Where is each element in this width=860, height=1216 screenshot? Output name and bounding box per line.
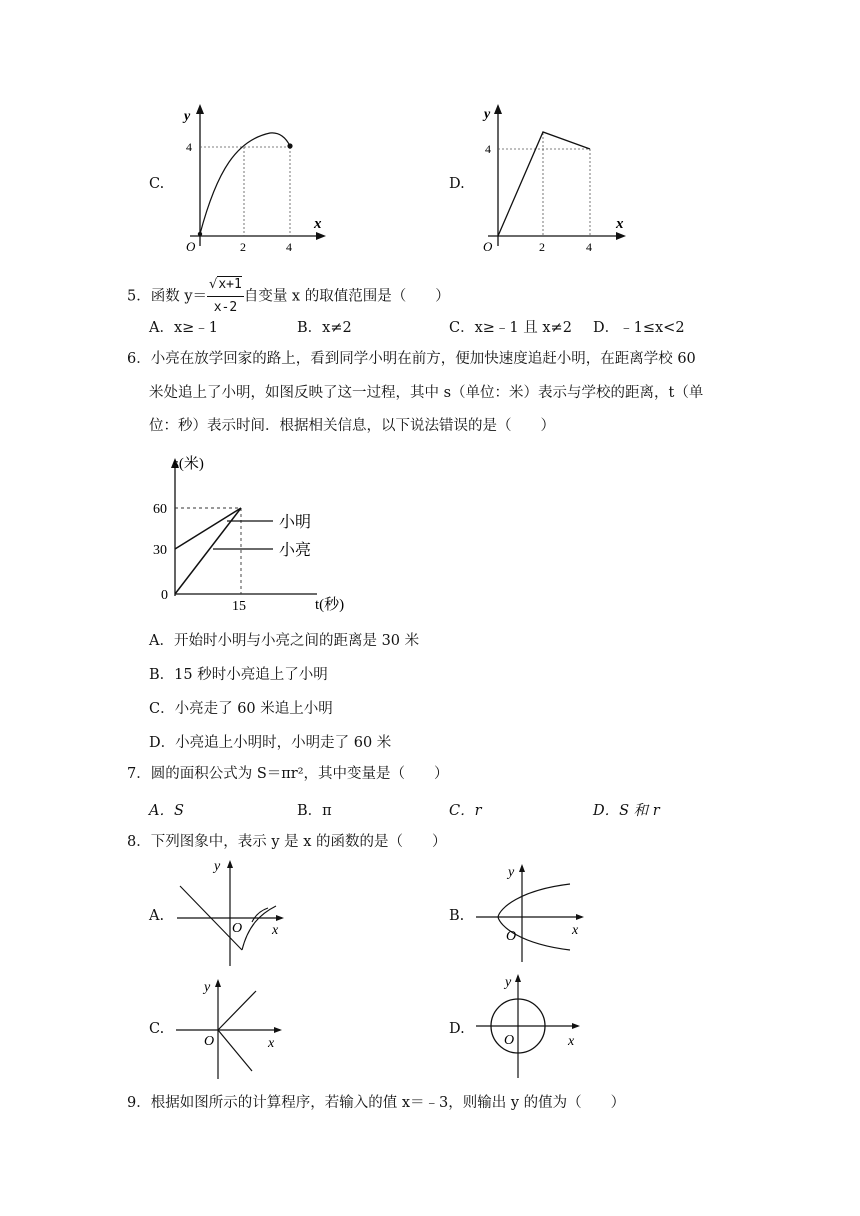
q7-option-d[interactable]: D．S 和 r <box>593 803 660 819</box>
q5-option-b[interactable]: B．x≠2 <box>297 320 352 336</box>
q7-option-b[interactable]: B．π <box>297 803 332 819</box>
y-axis-label: s(米) <box>173 456 204 472</box>
denominator: x-2 <box>213 300 238 315</box>
q5-option-c[interactable]: C．x≥﹣1 且 x≠2 <box>449 320 572 336</box>
x-axis-arrow-icon <box>316 232 326 240</box>
q8-option-c-label[interactable]: C. <box>149 1021 165 1037</box>
q7-option-a[interactable]: A．S <box>149 803 184 819</box>
q6-option-a[interactable]: A．开始时小明与小亮之间的距离是 30 米 <box>149 633 420 649</box>
q6-stem-line-2: 米处追上了小明，如图反映了这一过程，其中 s（单位：米）表示与学校的距离，t（单 <box>149 385 704 401</box>
x-axis-label: x <box>268 1036 275 1051</box>
y-axis-label: y <box>214 859 221 874</box>
x-axis-label: x <box>272 923 279 938</box>
y-tick-label: 0 <box>161 588 168 603</box>
x-axis-arrow-icon <box>616 232 626 240</box>
q5-suffix: 自变量 x 的取值范围是（ ） <box>243 288 450 305</box>
x-tick-label: 4 <box>586 240 592 254</box>
y-axis-arrow-icon <box>494 104 502 114</box>
x-tick-label: 2 <box>240 240 246 254</box>
q4-graph-d <box>470 100 635 260</box>
q5-prefix: 函数 y＝ <box>150 288 208 305</box>
q6-option-d[interactable]: D．小亮追上小明时，小明走了 60 米 <box>149 735 392 751</box>
q6-stem-line-3: 位：秒）表示时间．根据相关信息，以下说法错误的是（ ） <box>149 418 555 434</box>
origin-label: O <box>483 239 493 254</box>
q7-stem: 7．圆的面积公式为 S＝πr²，其中变量是（ ） <box>127 766 449 782</box>
y-axis-label: y <box>184 109 191 124</box>
q8-option-a-label[interactable]: A. <box>149 908 165 924</box>
origin-label: O <box>186 239 196 254</box>
q8-graph-c <box>172 975 292 1083</box>
q6-stem-line-1: 6．小亮在放学回家的路上，看到同学小明在前方，便加快速度追赶小明，在距离学校 60 <box>127 351 696 367</box>
y-tick-label: 4 <box>186 140 192 154</box>
q8-stem: 8．下列图象中，表示 y 是 x 的函数的是（ ） <box>127 834 447 850</box>
q5-option-d[interactable]: D．﹣1≤x<2 <box>593 320 685 336</box>
q6-distance-time-graph <box>145 448 370 616</box>
y-axis-arrow-icon <box>196 104 204 114</box>
q8-graph-b <box>470 860 590 965</box>
q8-option-b-label[interactable]: B. <box>449 908 465 924</box>
q5-stem <box>127 274 450 319</box>
origin-label: O <box>504 1033 515 1048</box>
y-axis-label: y <box>508 865 515 880</box>
q6-option-b[interactable]: B．15 秒时小亮追上了小明 <box>149 667 328 683</box>
x-axis-label: x <box>314 216 322 232</box>
question-number: 5． <box>127 288 151 305</box>
y-tick-label: 4 <box>485 142 491 156</box>
numerator: x+1 <box>218 277 242 292</box>
polyline <box>498 132 590 236</box>
series-label-xiaoming: 小明 <box>279 514 312 531</box>
q8-option-d-label[interactable]: D. <box>449 1021 465 1037</box>
y-axis-label: y <box>204 980 211 995</box>
curve <box>200 133 290 234</box>
origin-label: O <box>232 921 243 936</box>
x-tick-label: 4 <box>286 240 292 254</box>
q8-graph-d <box>470 970 590 1082</box>
series-label-xiaoliang: 小亮 <box>279 542 312 559</box>
x-axis-label: x <box>568 1034 575 1049</box>
q8-graph-a <box>172 856 292 968</box>
y-axis-label: y <box>505 975 512 990</box>
origin-label: O <box>204 1034 215 1049</box>
q4-option-d-label: D. <box>449 176 465 192</box>
xiaoming-line <box>175 508 241 549</box>
q7-option-c[interactable]: C．r <box>449 803 482 819</box>
q5-option-a[interactable]: A．x≥﹣1 <box>149 320 219 336</box>
q4-option-c-label: C. <box>149 176 165 192</box>
origin-label: O <box>506 929 517 944</box>
x-tick-label: 15 <box>232 599 246 614</box>
y-tick-label: 60 <box>153 502 167 517</box>
x-tick-label: 2 <box>539 240 545 254</box>
q4-graph-c <box>172 100 332 260</box>
x-axis-label: x <box>572 923 579 938</box>
x-axis-label: t(秒) <box>315 597 345 613</box>
q6-option-c[interactable]: C．小亮走了 60 米追上小明 <box>149 701 333 717</box>
y-axis-label: y <box>484 107 491 122</box>
x-axis-label: x <box>616 216 624 232</box>
y-tick-label: 30 <box>153 543 167 558</box>
fraction: $\frac{√x+1}{x-2}$ <box>207 274 244 319</box>
q9-stem: 9．根据如图所示的计算程序，若输入的值 x＝﹣3，则输出 y 的值为（ ） <box>127 1095 626 1111</box>
